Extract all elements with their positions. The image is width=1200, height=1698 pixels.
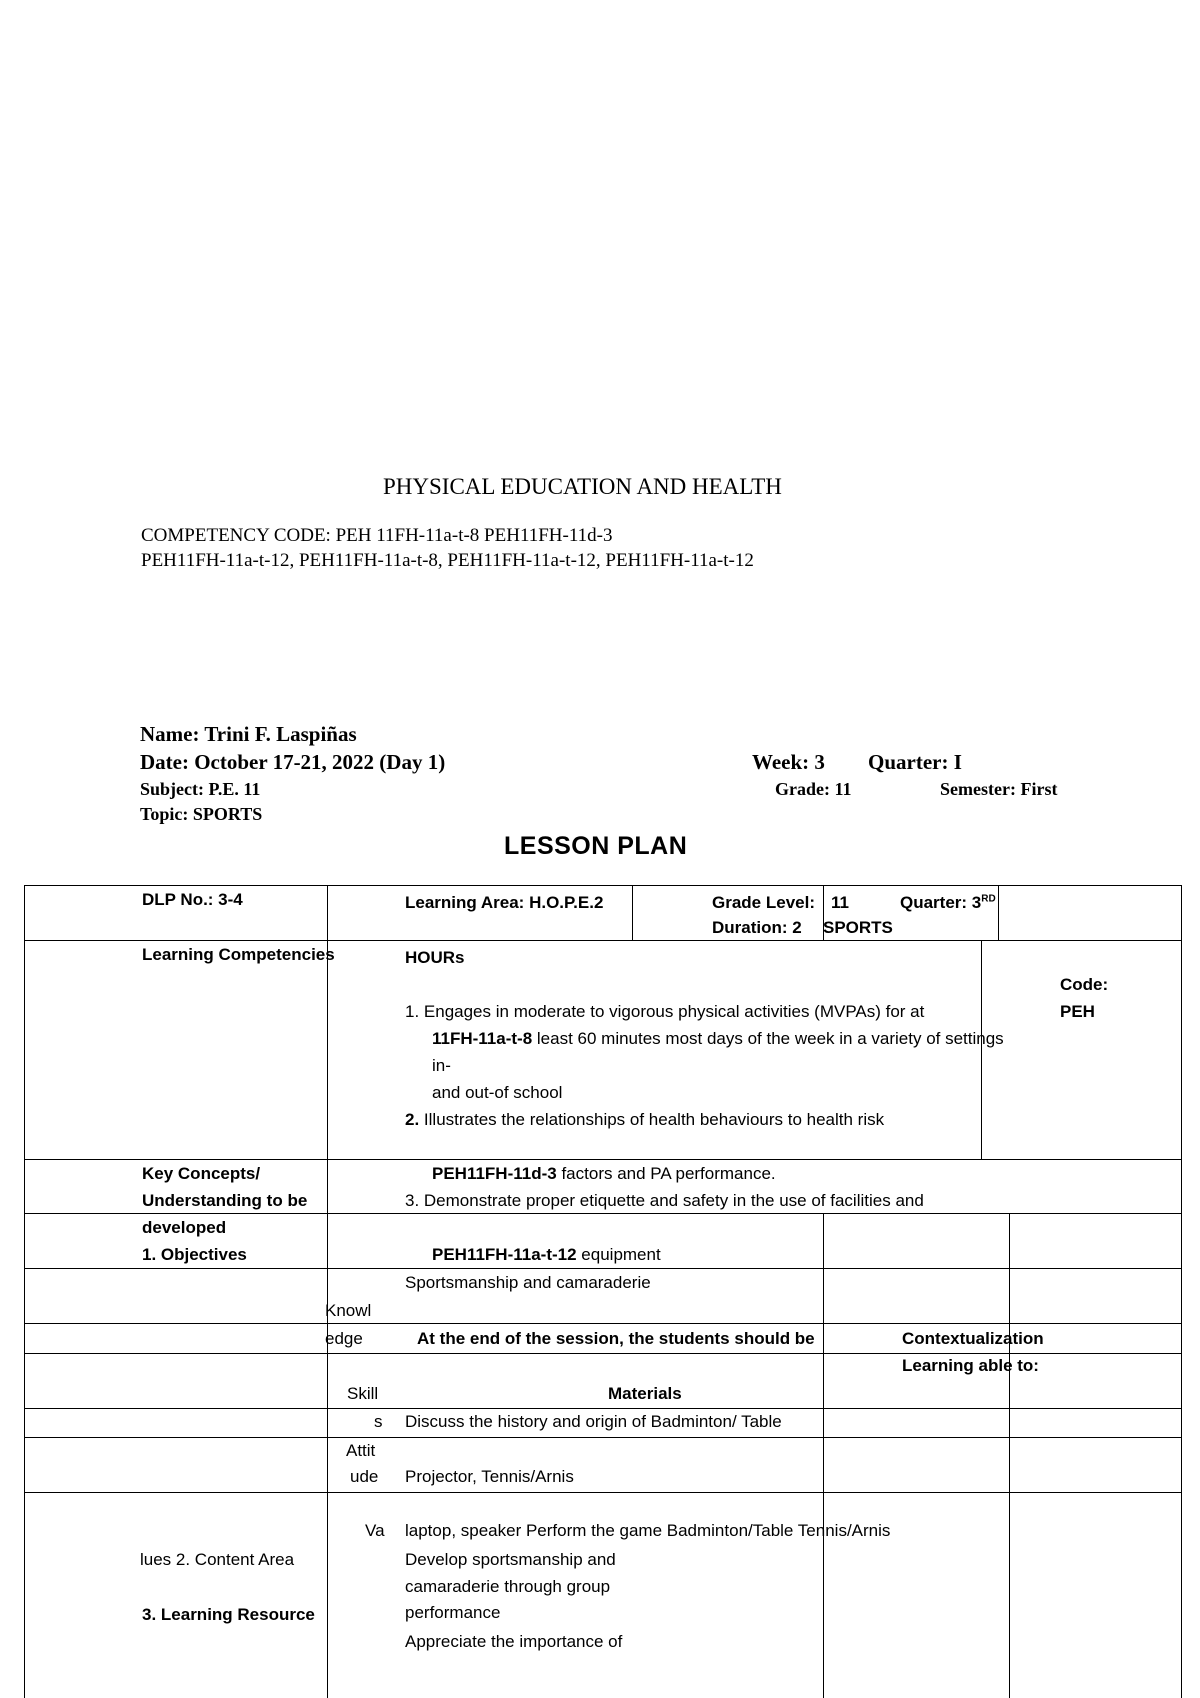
objectives-label: 1. Objectives (142, 1245, 247, 1264)
competency-item-1: 1. Engages in moderate to vigorous physical activities (MVPAs) for at (405, 1002, 925, 1021)
competency-item-1-line-4: and out-of school (432, 1083, 563, 1102)
learning-able-to: Learning able to: (902, 1356, 1039, 1375)
learning-resource-label: 3. Learning Resource (142, 1605, 315, 1624)
key-concepts-label: Key Concepts/ (142, 1164, 261, 1183)
document-title: PHYSICAL EDUCATION AND HEALTH (383, 474, 782, 499)
competency-item-3-code: PEH11FH-11a-t-12 equipment (432, 1245, 661, 1264)
quarter: Quarter: I (868, 750, 962, 774)
develop-line-3: performance (405, 1603, 501, 1622)
content-area-label: lues 2. Content Area (140, 1550, 295, 1569)
knowledge-label-2: edge (325, 1329, 363, 1348)
duration: Duration: 2 (712, 918, 802, 937)
competency-item-1-line-3: in- (432, 1056, 451, 1075)
duration-sports: SPORTS (823, 918, 893, 937)
quarter-label: Quarter: 3RD (900, 893, 996, 912)
skills-label-2: s (374, 1412, 383, 1431)
competency-item-2: 2. Illustrates the relationships of health behaviours to health risk (405, 1110, 885, 1129)
knowledge-label: Knowl (325, 1301, 372, 1320)
attitude-label: Attit (346, 1441, 376, 1460)
code-peh: PEH (1060, 1002, 1095, 1021)
appreciate-line: Appreciate the importance of (405, 1632, 623, 1651)
grade-level-value: 11 (831, 893, 849, 912)
discuss-objective: Discuss the history and origin of Badminton/ Table (405, 1412, 782, 1431)
topic: Topic: SPORTS (140, 804, 263, 824)
at-end-of-session: At the end of the session, the students should be (417, 1329, 815, 1348)
competency-code-line-1: COMPETENCY CODE: PEH 11FH-11a-t-8 PEH11FH-11d-3 (141, 525, 613, 546)
competency-item-3: 3. Demonstrate proper etiquette and safety in the use of facilities and (405, 1191, 924, 1210)
develop-line-1: Develop sportsmanship and (405, 1550, 616, 1569)
lesson-plan-title: LESSON PLAN (504, 832, 688, 860)
materials-label: Materials (608, 1384, 682, 1403)
key-concepts-label-3: developed (142, 1218, 227, 1237)
laptop-material: laptop, speaker Perform the game Badminton/Table Tennis/Arnis (405, 1521, 891, 1540)
code-label: Code: (1060, 975, 1109, 994)
hours-label: HOURs (405, 948, 465, 967)
values-label: Va (365, 1521, 385, 1540)
develop-line-2: camaraderie through group (405, 1577, 611, 1596)
learning-area: Learning Area: H.O.P.E.2 (405, 893, 604, 912)
learning-competencies-label: Learning Competencies (142, 945, 335, 964)
contextualization-label: Contextualization (902, 1329, 1044, 1348)
skills-label: Skill (347, 1384, 379, 1403)
projector-material: Projector, Tennis/Arnis (405, 1467, 574, 1486)
teacher-name: Name: Trini F. Laspiñas (140, 722, 357, 746)
grade-level-label: Grade Level: (712, 893, 815, 912)
competency-code-line-2: PEH11FH-11a-t-12, PEH11FH-11a-t-8, PEH11FH-11a-t-12, PEH11FH-11a-t-12 (141, 550, 754, 571)
subject: Subject: P.E. 11 (140, 779, 261, 799)
key-concepts-label-2: Understanding to be (142, 1191, 308, 1210)
semester: Semester: First (940, 779, 1058, 799)
dlp-number: DLP No.: 3-4 (142, 890, 243, 909)
grade: Grade: 11 (775, 779, 852, 799)
competency-item-2-code: PEH11FH-11d-3 factors and PA performance. (432, 1164, 776, 1183)
week: Week: 3 (752, 750, 825, 774)
lesson-date: Date: October 17-21, 2022 (Day 1) (140, 750, 446, 774)
attitude-label-2: ude (350, 1467, 379, 1486)
competency-item-1-line-2: 11FH-11a-t-8 least 60 minutes most days of the week in a variety of settings (432, 1029, 1004, 1048)
sportsmanship-text: Sportsmanship and camaraderie (405, 1273, 651, 1292)
